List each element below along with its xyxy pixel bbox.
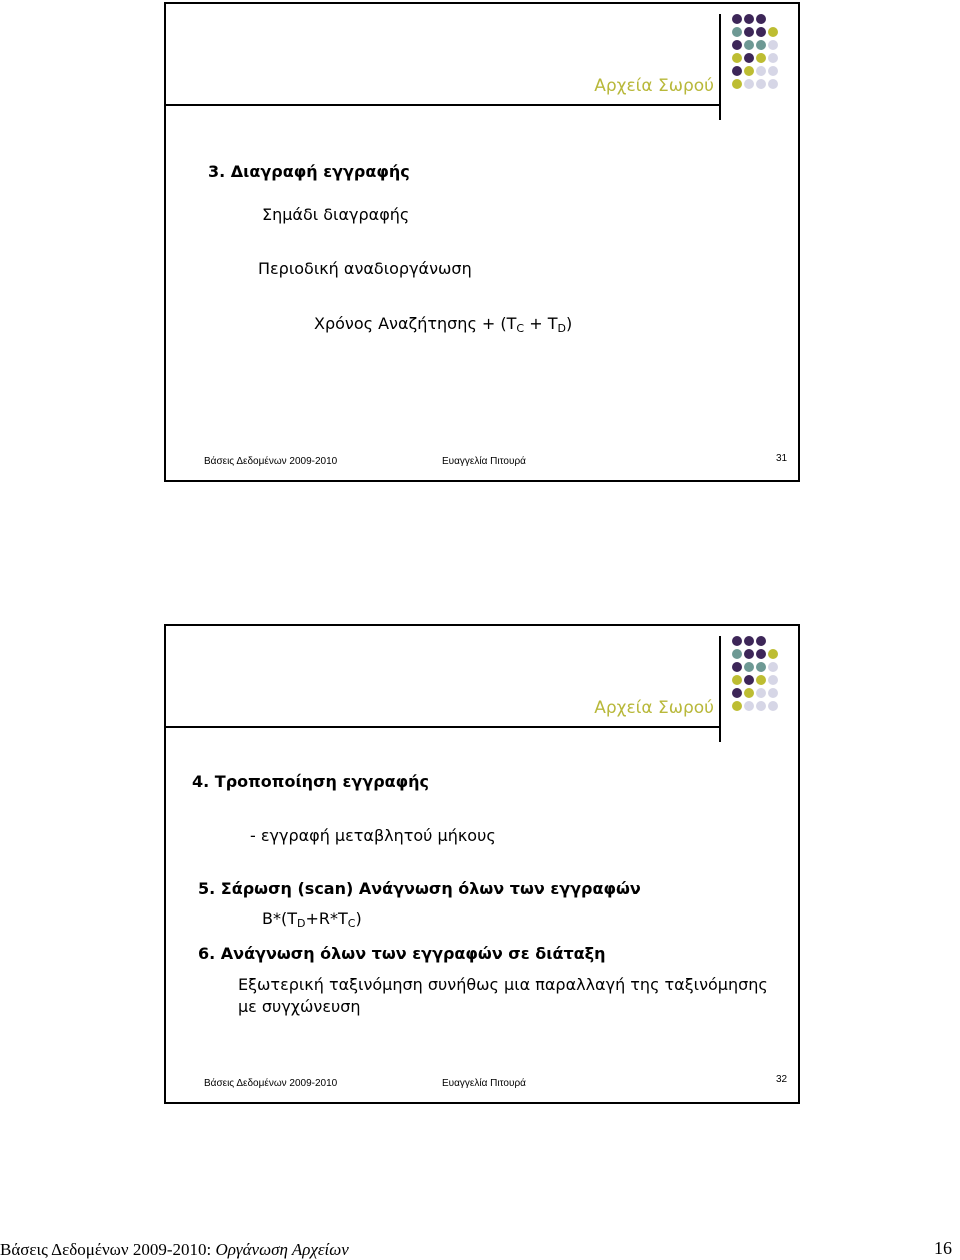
decor-dot xyxy=(756,688,766,698)
heading-scan: 5. Σάρωση (scan) Ανάγνωση όλων των εγγραφών xyxy=(198,879,641,898)
heading-modify-record: 4. Τροποποίηση εγγραφής xyxy=(192,772,430,791)
decor-dot xyxy=(768,79,778,89)
decor-horizontal-line xyxy=(166,726,721,728)
decor-dot xyxy=(744,701,754,711)
decor-dot xyxy=(732,79,742,89)
decor-dot xyxy=(744,53,754,63)
slide-footer-course: Βάσεις Δεδομένων 2009-2010 xyxy=(204,456,338,467)
decor-dot xyxy=(756,649,766,659)
page-footer-title: Βάσεις Δεδομένων 2009-2010: Οργάνωση Αρχείων xyxy=(0,1240,349,1259)
decor-dot xyxy=(732,662,742,672)
decor-dot xyxy=(732,40,742,50)
text-scan-formula: $B*(T_D+R*T_C)$ xyxy=(262,909,362,930)
slide-footer-course: Βάσεις Δεδομένων 2009-2010 xyxy=(204,1078,338,1089)
decor-dot xyxy=(744,675,754,685)
decor-dot xyxy=(756,53,766,63)
text-delete-mark: Σημάδι διαγραφής xyxy=(262,205,410,224)
decor-dot xyxy=(756,662,766,672)
decor-dot xyxy=(756,636,766,646)
decor-dot xyxy=(744,40,754,50)
decor-dot xyxy=(756,40,766,50)
decor-dot xyxy=(744,636,754,646)
text-variable-length: - εγγραφή μεταβλητού μήκους xyxy=(250,826,496,845)
decor-dot xyxy=(768,53,778,63)
decor-dot xyxy=(732,27,742,37)
slide-footer-author: Ευαγγελία Πιτουρά xyxy=(442,1078,526,1089)
slide-footer-author: Ευαγγελία Πιτουρά xyxy=(442,456,526,467)
slide-page-number: 31 xyxy=(776,453,788,464)
text-periodic-reorg: Περιοδική αναδιοργάνωση xyxy=(258,259,472,278)
decor-dot xyxy=(744,66,754,76)
decor-dot xyxy=(768,662,778,672)
decor-dot xyxy=(732,66,742,76)
decor-dot xyxy=(768,675,778,685)
decor-dot xyxy=(732,649,742,659)
decor-dot xyxy=(756,27,766,37)
slide-32 xyxy=(164,624,800,1104)
text-external-sort: Εξωτερική ταξινόμηση συνήθως μια παραλλαγή της ταξινόμησης xyxy=(238,975,768,994)
decor-dot xyxy=(732,14,742,24)
slide-page-number: 32 xyxy=(776,1074,788,1085)
slide-header-title: Αρχεία Σωρού xyxy=(594,76,714,96)
decor-dot xyxy=(756,14,766,24)
decor-dot xyxy=(768,688,778,698)
slide-31 xyxy=(164,2,800,482)
heading-delete-record: 3. Διαγραφή εγγραφής xyxy=(208,162,410,181)
decor-dot xyxy=(744,79,754,89)
decor-dot xyxy=(768,701,778,711)
decor-dot xyxy=(732,701,742,711)
decor-dot xyxy=(768,27,778,37)
decor-dot xyxy=(732,688,742,698)
decor-dot xyxy=(756,675,766,685)
decor-horizontal-line xyxy=(166,104,721,106)
decor-dot xyxy=(744,27,754,37)
decor-dot xyxy=(744,649,754,659)
decor-dot xyxy=(756,66,766,76)
slide-header-title: Αρχεία Σωρού xyxy=(594,698,714,718)
decor-dot xyxy=(744,662,754,672)
decor-dot xyxy=(744,14,754,24)
decor-dot xyxy=(768,649,778,659)
decor-dot xyxy=(756,79,766,89)
decor-dot xyxy=(756,701,766,711)
decor-dot xyxy=(744,688,754,698)
decor-dot xyxy=(768,66,778,76)
decor-dot xyxy=(732,636,742,646)
decor-dot xyxy=(768,40,778,50)
text-search-time-formula: Χρόνος $A\nu\alpha\zeta ή\tau\eta\sigma\eta\varsigma + (T_C + T_D)$ xyxy=(314,314,573,335)
text-merge: με συγχώνευση xyxy=(238,997,361,1016)
heading-sorted-read: 6. Ανάγνωση όλων των εγγραφών σε διάταξη xyxy=(198,944,606,963)
decor-dot xyxy=(732,53,742,63)
page-footer-number: 16 xyxy=(934,1238,952,1258)
decor-dot xyxy=(732,675,742,685)
